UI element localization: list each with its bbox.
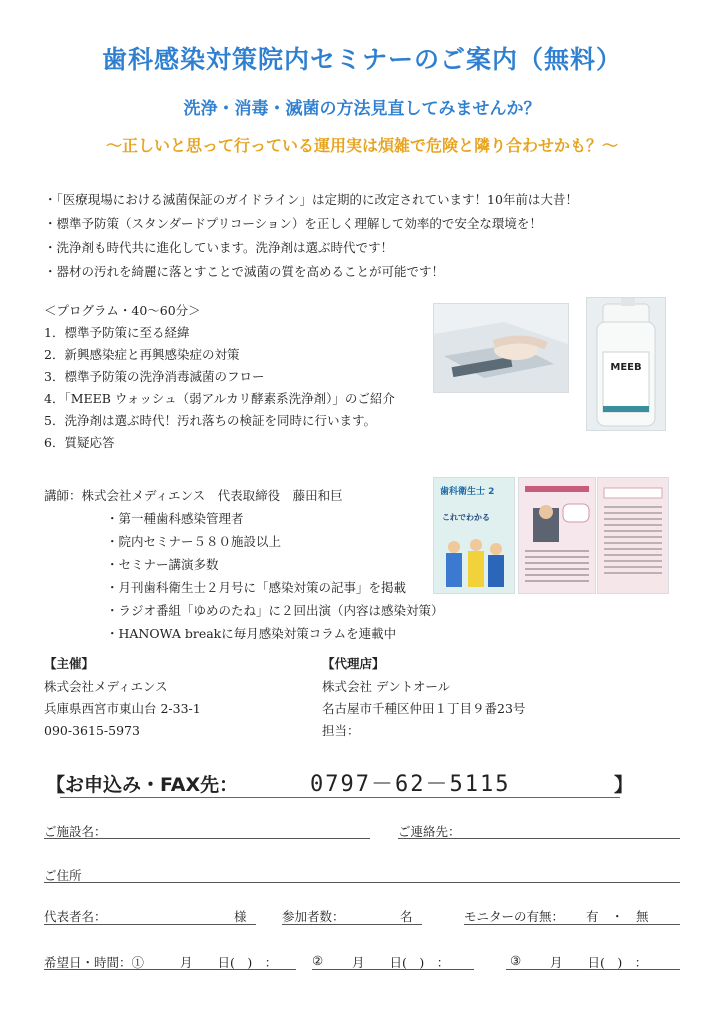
magazine-page-interview [518, 477, 596, 594]
monitor-label: モニターの有無： [464, 909, 565, 924]
sponsor-phone: 090-3615-5973 [44, 723, 140, 738]
program-item: 1．標準予防策に至る経緯 [44, 325, 190, 340]
intro-bullets [44, 188, 578, 284]
magazine-figures [434, 533, 514, 593]
bullet-item: ・洗浄剤も時代共に進化しています。洗浄剤は選ぶ時代です！ [44, 240, 394, 255]
agency-block [322, 654, 525, 742]
agency-heading: 【代理店】 [322, 656, 385, 671]
lecturer-credential: ・セミナー講演多数 [106, 557, 219, 572]
attendees-label: 参加者数： [282, 909, 345, 924]
lecturer-credential: ・ラジオ番組「ゆめのたね」に２回出演（内容は感染対策） [106, 603, 444, 618]
attendees-field[interactable] [282, 924, 422, 925]
attendees-suffix: 名 [400, 909, 413, 924]
date2-number: ② [312, 953, 324, 968]
program-item: 4．「MEEB ウォッシュ（弱アルカリ酵素系洗浄剤）」のご紹介 [44, 391, 395, 406]
program-section [44, 300, 395, 454]
contact-field[interactable] [398, 838, 680, 839]
date2-field[interactable] [312, 969, 474, 970]
date2-field-text: 月 日( ) ： [352, 955, 450, 970]
fax-number: 0797－62－5115 [310, 772, 511, 797]
washer-photo [433, 303, 569, 393]
address-label: ご住所 [44, 868, 82, 883]
bullet-item: ・「医療現場における滅菌保証のガイドライン」は定期的に改定されています！10年前は大昔！ [44, 192, 578, 207]
lecturer-credential: ・月刊歯科衛生士２月号に「感染対策の記事」を掲載 [106, 580, 407, 595]
magazine-headline: これでわかる [442, 513, 490, 522]
date3-number: ③ [510, 953, 522, 968]
program-item: 3．標準予防策の洗浄消毒滅菌のフロー [44, 369, 265, 384]
page-tagline: ～正しいと思って行っている運用実は煩雑で危険と隣り合わせかも？～ [105, 136, 618, 155]
rep-field[interactable] [44, 924, 256, 925]
program-heading: ＜プログラム・40～60分＞ [44, 303, 201, 318]
program-item: 6．質疑応答 [44, 435, 115, 450]
contact-label: ご連絡先： [398, 824, 461, 839]
interview-illustration [519, 478, 595, 593]
program-item: 5．洗浄剤は選ぶ時代！汚れ落ちの検証を同時に行います。 [44, 413, 376, 428]
agency-address: 名古屋市千種区仲田１丁目９番23号 [322, 701, 526, 716]
page-subtitle: 洗浄・消毒・滅菌の方法見直してみませんか？ [183, 99, 541, 119]
page-title: 歯科感染対策院内セミナーのご案内（無料） [101, 45, 622, 74]
address-field[interactable] [44, 882, 680, 883]
rep-label: 代表者名： [44, 909, 107, 924]
agency-name: 株式会社 デントオール [322, 679, 451, 694]
sponsor-name: 株式会社メディエンス [44, 679, 168, 694]
magazine-title: 歯科衛生士 2 [440, 487, 495, 497]
sponsor-block [44, 654, 201, 742]
lecturer-credential: ・HANOWA breakに毎月感染対策コラムを連載中 [106, 626, 397, 641]
sponsor-address: 兵庫県西宮市東山台 2-33-1 [44, 701, 201, 716]
bullet-item: ・器材の汚れを綺麗に落とすことで滅菌の質を高めることが可能です！ [44, 264, 445, 279]
fax-label: 【お申込み・FAX先： [46, 774, 239, 796]
fax-underline [60, 797, 620, 798]
sponsor-heading: 【主催】 [44, 656, 95, 671]
article-illustration [598, 478, 668, 593]
date3-field[interactable] [506, 969, 680, 970]
bullet-item: ・標準予防策（スタンダードプリコーション）を正しく理解して効率的で安全な環境を！ [44, 216, 542, 231]
monitor-options[interactable]: 有 ・ 無 [586, 909, 649, 924]
agency-contact-label: 担当： [322, 723, 360, 738]
date1-field-text: 月 日( ) ： [180, 955, 278, 970]
bottle-photo [586, 297, 666, 431]
lecturer-credential: ・第一種歯科感染管理者 [106, 511, 244, 526]
date1-field[interactable] [44, 969, 296, 970]
rep-suffix: 様 [234, 909, 247, 924]
monitor-field [464, 924, 680, 925]
lecturer-credential: ・院内セミナー５８０施設以上 [106, 534, 282, 549]
facility-field[interactable] [44, 838, 370, 839]
lecturer-section [44, 484, 444, 645]
date3-field-text: 月 日( ) ： [550, 955, 648, 970]
fax-line [46, 770, 634, 797]
facility-label: ご施設名： [44, 824, 107, 839]
magazine-page-article [597, 477, 669, 594]
fax-close: 】 [614, 774, 634, 796]
lecturer-name: 講師：株式会社メディエンス 代表取締役 藤田和巨 [44, 488, 343, 503]
bottle-brand: MEEB [610, 362, 642, 373]
program-item: 2．新興感染症と再興感染症の対策 [44, 347, 240, 362]
magazine-cover [433, 477, 515, 594]
date-label: 希望日・時間：① [44, 955, 145, 970]
washer-illustration [434, 304, 568, 392]
